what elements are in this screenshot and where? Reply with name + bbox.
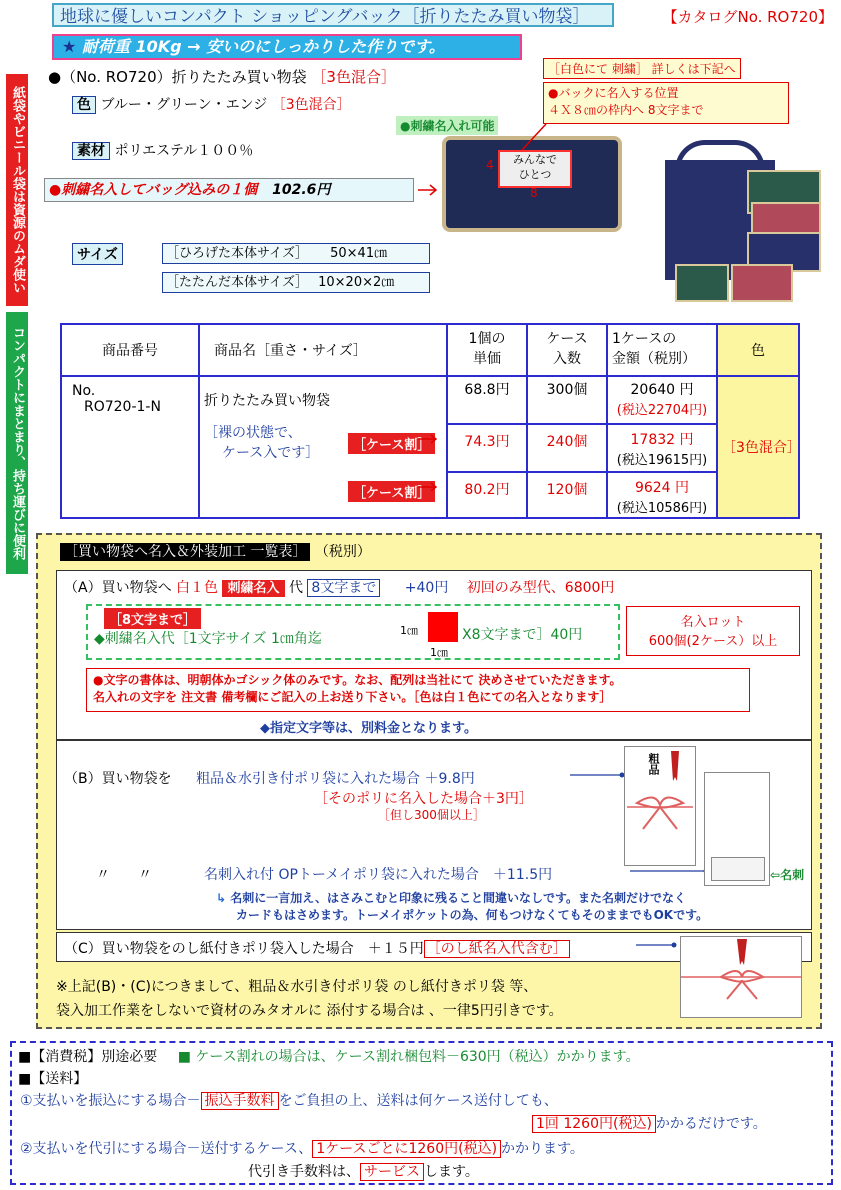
size-open-label: ［ひろげた本体サイズ］ — [166, 246, 308, 261]
header-amount — [607, 324, 717, 376]
pay-1-row — [20, 1090, 558, 1110]
a-box-1cm-bottom: 1㎝ — [430, 646, 448, 659]
size-fold-value: 10×20×2㎝ — [318, 275, 395, 290]
price-row-2: 74.3円 — [448, 423, 526, 471]
tax-row — [18, 1046, 640, 1066]
noshi-paper-ribbon-icon — [681, 937, 801, 1017]
name-note-1: ［裸の状態で、 — [204, 425, 302, 441]
header-name: 商品名［重さ・サイズ］ — [199, 324, 447, 376]
b-pointer-1 — [570, 770, 626, 780]
shipping-label: ■【送料】 — [18, 1071, 88, 1087]
position-size: ４Ｘ８㎝の枠内へ — [548, 103, 645, 117]
pay-1-amount-row — [532, 1113, 767, 1133]
cell-code — [61, 376, 199, 518]
price-bar — [44, 178, 414, 202]
cod-row — [248, 1161, 479, 1181]
a-box-tag: ［8文字まで］ — [104, 608, 201, 629]
qty-row-3: 120個 — [528, 471, 606, 517]
b-line-1 — [64, 768, 475, 788]
section-a-line — [64, 577, 614, 597]
case-break-fee: ■ ケース割れの場合は、ケース割れ梱包料－630円（税込）かかります。 — [177, 1049, 640, 1065]
product-table-name: 折りたたみ買い物袋 — [204, 393, 330, 409]
a-notes-box — [86, 668, 750, 712]
color-label: 色 — [72, 96, 96, 114]
size-fold-row — [162, 272, 430, 293]
meishi-bag-image — [704, 772, 770, 886]
a-note-1: ●文字の書体は、明朝体かゴシック体のみです。なお、配列は当社にて 決めさせていただきます。 — [93, 673, 622, 687]
header-code: 商品番号 — [61, 324, 199, 376]
c-option: （C）買い物袋をのし紙付きポリ袋入した場合 ＋１５円 — [64, 941, 424, 957]
tax-1: (税込22704円) — [616, 403, 708, 418]
meishi-card — [711, 857, 765, 881]
header-color: 色 — [717, 324, 799, 376]
b-option-1: 粗品＆水引き付ポリ袋に入れた場合 ＋9.8円 — [196, 771, 475, 787]
b-ditto: 〃 〃 — [96, 867, 152, 883]
a-8chars: 8文字まで — [307, 579, 380, 597]
bag-red-2 — [731, 264, 793, 302]
side-banner-green: コンパクトにまとまり、持ち運びに便利 — [6, 312, 28, 574]
tax-3: (税込10586円) — [616, 501, 708, 516]
amount-2: 17832 円 — [630, 432, 694, 448]
star-icon: ★ — [62, 37, 77, 56]
a-note-3: ◆指定文字等は、別料金となります。 — [260, 721, 477, 736]
corner-arrow-icon: ↳ — [216, 891, 231, 905]
bag-green-2 — [675, 264, 729, 302]
b-note-2: カードもはさめます。トーメイポケットの為、何もつけなくてもそのままでもOKです。 — [236, 908, 709, 922]
noshi-bag-image — [624, 746, 696, 866]
panel-title-row — [60, 541, 371, 561]
panel-note-1: ※上記(B)・(C)につきまして、粗品＆水引き付ポリ袋 のし紙付きポリ袋 等、 — [56, 979, 538, 995]
page-title: 地球に優しいコンパクト ショッピングバック［折りたたみ買い物袋］ — [52, 3, 614, 27]
pay-2-end: かかります。 — [501, 1141, 584, 1157]
code-line-1: No. — [72, 383, 96, 399]
a-dai: 代 — [288, 580, 303, 596]
header-amount-1: 1ケースの — [612, 331, 677, 347]
pay-2-pre: ②支払いを代引にする場合－送付するケース、 — [20, 1141, 313, 1157]
position-note — [543, 82, 789, 124]
case-arrows — [418, 431, 442, 491]
a-note-2: 名入れの文字を 注文書 備考欄にご記入の上お送り下さい。［色は白１色にての名入となります］ — [93, 690, 612, 704]
b-note-1 — [216, 889, 708, 906]
tax-label: ■【消費税】別途必要 — [18, 1049, 158, 1065]
pay-1-end: かかるだけです。 — [655, 1116, 767, 1132]
position-line1: ●バックに名入する位置 — [548, 86, 679, 100]
b-line-2: ［そのポリに名入した場合＋3円］ — [314, 791, 533, 807]
price-bar-text: ●刺繍名入してバッグ込みの１個 — [49, 182, 258, 198]
header-unit-price-2: 単価 — [473, 351, 501, 367]
a-first-fee: 初回のみ型代、6800円 — [466, 580, 615, 596]
lot-value: 600個(2ケース）以上 — [648, 634, 778, 649]
qty-row-2: 240個 — [528, 423, 606, 471]
cell-amounts — [607, 376, 717, 518]
noshi-label: 粗品 — [647, 753, 660, 775]
a-box-1cm-left: 1㎝ — [400, 624, 418, 637]
cod-service: サービス — [360, 1163, 424, 1181]
a-detail-box — [86, 604, 620, 660]
position-line2 — [548, 101, 784, 118]
pay-2-amount: 1ケースごとに1260円(税込) — [312, 1140, 501, 1158]
bag-embroidery-frame — [498, 150, 572, 188]
case-tag-1: ［ケース割］ — [348, 433, 435, 454]
pay-1-amount: 1回 1260円(税込) — [532, 1115, 656, 1133]
panel-footnotes — [56, 976, 563, 1020]
product-mix: ［3色混合］ — [311, 68, 396, 86]
material-row — [72, 140, 253, 160]
cell-unit-prices — [447, 376, 527, 518]
header-qty-2: 入数 — [553, 351, 581, 367]
name-note-2: ケース入です］ — [222, 445, 320, 461]
material-value: ポリエステル１００％ — [114, 143, 254, 159]
color-value: ブルー・グリーン・エンジ — [100, 97, 268, 113]
color-row — [72, 94, 351, 114]
pay-2-row — [20, 1138, 584, 1158]
b-line-3: ［但し300個以上］ — [378, 808, 485, 822]
material-label: 素材 — [72, 142, 110, 160]
amount-row-2 — [608, 423, 716, 471]
c-pointer — [636, 940, 678, 950]
bag-handle — [675, 140, 765, 170]
size-label: サイズ — [72, 243, 123, 265]
b-pre: （B）買い物袋を — [64, 771, 172, 787]
amount-1: 20640 円 — [630, 382, 694, 398]
white-embroidery-note: ［白色にて 刺繍］ 詳しくは下記へ — [543, 58, 741, 79]
lot-box — [626, 606, 800, 656]
position-chars: 8文字まで — [647, 103, 704, 117]
size-open-row — [162, 243, 430, 264]
b-notes — [216, 889, 708, 923]
b-line-4: 名刺入れ付 OPトーメイポリ袋に入れた場合 ＋11.5円 — [204, 867, 553, 883]
a-box-x8: X8文字まで］40円 — [462, 627, 583, 643]
dimension-8: 8 — [530, 186, 538, 200]
product-name: ●（No. RO720）折りたたみ買い物袋 — [48, 68, 307, 86]
color-mix: ［3色混合］ — [271, 97, 351, 113]
cell-name — [199, 376, 447, 518]
pay-1-mid: をご負担の上、送料は何ケース送付しても、 — [278, 1093, 558, 1109]
tax-2: (税込19615円) — [616, 453, 708, 468]
code-line-2: RO720-1-N — [84, 399, 161, 415]
cod-pre: 代引き手数料は、 — [248, 1164, 360, 1180]
cod-end: します。 — [424, 1164, 479, 1180]
cell-qty — [527, 376, 607, 518]
cell-color: ［3色混合］ — [717, 376, 799, 518]
bag-text-2: ひとつ — [518, 168, 552, 181]
slogan-text: 耐荷重 10Kg → 安いのにしっかりした作りです。 — [81, 37, 445, 56]
size-fold-label: ［たたんだ本体サイズ］ — [166, 275, 308, 290]
arrow-right-icon — [418, 182, 442, 198]
bag-group-image — [655, 140, 825, 305]
header-unit-price — [447, 324, 527, 376]
pay-1-pre: ①支払いを振込にする場合－ — [20, 1093, 201, 1109]
embroidery-note: ●刺繍名入れ可能 — [396, 116, 498, 135]
arrow-left-icon: ⇦ — [770, 868, 781, 882]
meishi-text: 名刺 — [780, 868, 805, 882]
slogan-banner — [52, 34, 522, 60]
lot-title: 名入ロット — [680, 615, 746, 630]
side-banner-red: 紙袋やビニール袋は資源のムダ使い — [6, 74, 28, 306]
panel-title: ［買い物袋へ名入＆外装加工 一覧表］ — [60, 543, 310, 561]
a-embroidery: 刺繍名入 — [222, 580, 284, 597]
panel-title-tax: （税別） — [314, 544, 371, 560]
bag-text-1: みんなで — [513, 153, 557, 166]
amount-row-3 — [608, 471, 716, 517]
meishi-label — [770, 866, 804, 883]
panel-note-2: 袋入加工作業をしないで資材のみタオルに 添付する場合は 、一律5円引きです。 — [56, 1003, 563, 1019]
dimension-4: 4 — [486, 158, 494, 172]
pay-1-fee: 振込手数料 — [201, 1092, 279, 1110]
case-tag-2: ［ケース割］ — [348, 481, 435, 502]
size-open-value: 50×41㎝ — [330, 246, 388, 261]
header-qty-1: ケース — [546, 331, 588, 347]
b-note-1-text: 名刺に一言加え、はさみこむと印象に残ること間違いなしです。また名刺だけでなく — [230, 891, 686, 905]
price-bar-price: 102.6円 — [272, 182, 331, 198]
catalog-number: 【カタログNo. RO720】 — [662, 8, 833, 26]
one-cm-square — [428, 612, 458, 642]
a-price: +40円 — [404, 580, 449, 596]
amount-3: 9624 円 — [634, 480, 690, 496]
product-line — [48, 66, 396, 87]
c-note: ［のし紙名入代含む］ — [424, 940, 570, 958]
c-line — [64, 938, 570, 958]
price-row-3: 80.2円 — [448, 471, 526, 517]
pointer-line — [518, 122, 548, 152]
a-pre: （A）買い物袋へ — [64, 580, 172, 596]
amount-row-1 — [608, 377, 716, 423]
price-row-1: 68.8円 — [464, 382, 510, 398]
noshi-paper-image — [680, 936, 802, 1018]
a-box-line: ◆刺繍名入代［1文字サイズ 1㎝角迄 — [94, 631, 322, 647]
header-qty — [527, 324, 607, 376]
a-white: 白１色 — [176, 580, 219, 596]
header-amount-2: 金額（税別） — [612, 351, 696, 367]
header-unit-price-1: 1個の — [468, 331, 506, 347]
b-pointer-2 — [630, 866, 710, 876]
qty-row-1: 300個 — [546, 382, 588, 398]
